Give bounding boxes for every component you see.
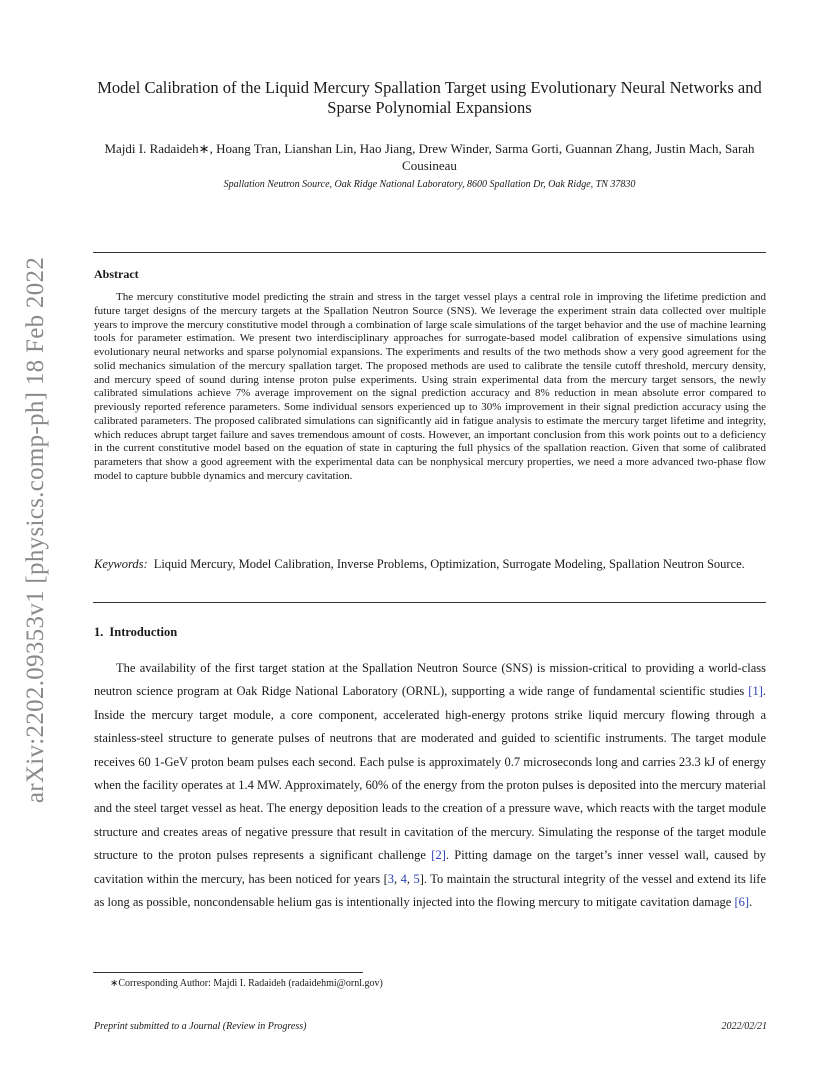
citation-link[interactable]: [6]: [734, 895, 750, 910]
keywords-list: Liquid Mercury, Model Calibration, Inverse Problems, Optimization, Surrogate Modeling, Spallation Neutron Source.: [153, 557, 745, 571]
footer-preprint-note: Preprint submitted to a Journal (Review in Progress): [94, 1021, 307, 1032]
author-affiliation: Spallation Neutron Source, Oak Ridge National Laboratory, 8600 Spallation Dr, Oak Ridge, TN 37830: [223, 179, 636, 190]
introduction-paragraph: [94, 657, 766, 914]
abstract-heading: Abstract: [94, 267, 139, 281]
intro-text: ]. To maintain the structural integrity of the vessel and extend its life as long as possible, noncondensable helium gas is intentionally injected into the flowing mercury to mitigate cavitation damage: [94, 871, 767, 910]
footnote-rule: [93, 972, 363, 973]
section-number: 1.: [94, 625, 104, 639]
citation-separator: ,: [406, 871, 414, 886]
abstract-top-rule: [93, 252, 766, 253]
intro-text: .: [749, 895, 753, 910]
intro-text: The availability of the first target station at the Spallation Neutron Source (SNS) is mission-critical to providing a world-class neutron science program at Oak Ridge National Laboratory (ORNL), supporting a wide range of fundamental scientific studies: [94, 661, 766, 699]
citation-link[interactable]: 5: [413, 871, 420, 886]
keywords-block: [94, 552, 766, 576]
citation-link[interactable]: 4: [400, 871, 407, 886]
keywords-label: Keywords:: [94, 557, 148, 571]
intro-text: . Pitting damage on the target’s inner vessel wall, caused by cavitation within the mercury, has been noticed for years [: [94, 848, 767, 886]
author-list: Majdi I. Radaideh∗, Hoang Tran, Lianshan Lin, Hao Jiang, Drew Winder, Sarma Gorti, Guannan Zhang, Justin Mach, Sarah Cousineau: [104, 141, 755, 173]
abstract-bottom-rule: [93, 602, 766, 603]
citation-link[interactable]: [1]: [748, 684, 763, 699]
paper-title: Model Calibration of the Liquid Mercury Spallation Target using Evolutionary Neural Networks and Sparse Polynomial Expansions: [97, 78, 762, 117]
section-title: Introduction: [109, 625, 178, 639]
abstract-text: The mercury constitutive model predicting the strain and stress in the target vessel plays a central role in improving the lifetime prediction and future target designs of the mercury targets at the Spallation Neutron Source (SNS). We leverage the experiment strain data collected over multiple years to improve the mercury constitutive model through a combination of large scale simulations of the target behavior and the use of machine learning tools for parameter estimation. We present two interdisciplinary approaches for surrogate-based model calibration of expensive simulations using evolutionary neural networks and sparse polynomial expansions. The experiments and results of the two methods show a very good agreement for the solid mechanics simulation of the mercury spallation target. The proposed methods are used to calibrate the tensile cutoff threshold, mercury density, and mercury speed of sound during intense proton pulse experiments. Using strain experimental data from the mercury target sensors, the newly calibrated simulations achieve 7% average improvement on the signal prediction accuracy and 8% reduction in mean absolute error compared to previously reported reference parameters. Some individual sensors experienced up to 30% improvement in their signal prediction accuracy using the calibrated parameters. The proposed calibrated simulations can significantly aid in fatigue analysis to estimate the mercury target lifetime and integrity, which reduces abrupt target failure and saves tremendous amount of costs. However, an important conclusion from this work points out to a deficiency in the current constitutive model based on the equation of state in capturing the full physics of the spallation reaction. Given that some of calibrated parameters that show a good agreement with the experimental data can be nonphysical mercury properties, we need a more advanced two-phase flow model to capture bubble dynamics and mercury cavitation.: [94, 291, 766, 482]
citation-separator: ,: [394, 871, 401, 886]
citation-link[interactable]: 3: [387, 871, 395, 886]
arxiv-identifier-stamp[interactable]: arXiv:2202.09353v1 [physics.comp-ph] 18 Feb 2022: [22, 256, 49, 804]
footer-date: 2022/02/21: [721, 1021, 767, 1032]
intro-text: . Inside the mercury target module, a core component, accelerated high-energy protons strike liquid mercury flowing through a stainless-steel structure to generate pulses of neutrons that are moderated and guided to scientific instruments. The target module receives 60 1-GeV proton beam pulses each second. Each pulse is approximately 0.7 microseconds long and carries 23.3 kJ of energy when the facility operates at 1.4 MW. Approximately, 60% of the energy from the proton pulses is deposited into the mercury material and the steel target vessel as heat. The energy deposition leads to the creation of a pressure wave, which reacts with the target module structure and creates areas of negative pressure that result in cavitation of the mercury. Simulating the response of the target module structure to the proton pulses represents a significant challenge: [94, 684, 766, 863]
corresponding-author-footnote: ∗Corresponding Author: Majdi I. Radaideh (radaidehmi@ornl.gov): [110, 978, 383, 989]
citation-link[interactable]: [2]: [431, 848, 446, 863]
section-heading-introduction: [94, 625, 177, 640]
